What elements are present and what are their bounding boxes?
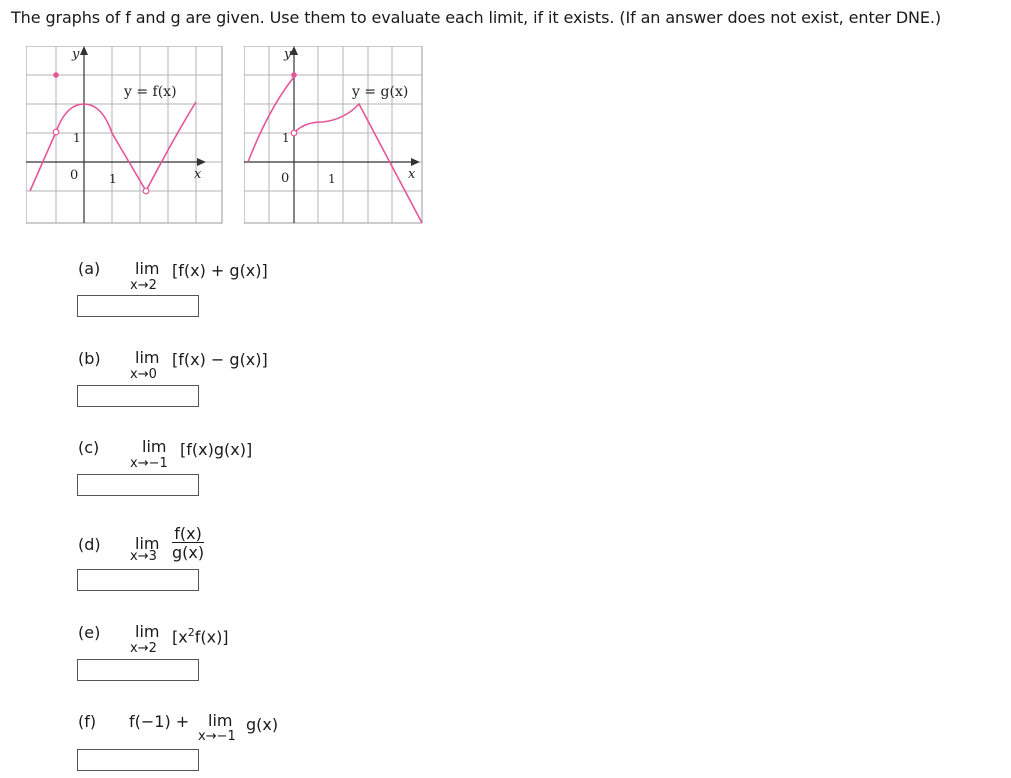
graph-g-tick-x: 1: [328, 172, 336, 186]
fraction-denominator: g(x): [172, 543, 205, 562]
f-open-point: [143, 188, 149, 194]
f-open-point: [53, 129, 59, 135]
graph-f-y-label: y: [72, 47, 80, 62]
graph-g-curve-label: y = g(x): [352, 84, 409, 100]
graph-g-tick-y: 1: [282, 131, 290, 145]
graph-f-x-label: x: [194, 167, 202, 182]
graph-f-curve-label: y = f(x): [124, 84, 177, 100]
g-filled-point: [291, 72, 297, 78]
limit-expression: [f(x) − g(x)]: [172, 350, 268, 369]
answer-input-e[interactable]: [77, 659, 199, 681]
graph-f-origin: 0: [70, 168, 79, 183]
problem-label: (f): [78, 712, 97, 731]
problem-label: (b): [78, 349, 101, 368]
instructions-text: The graphs of f and g are given. Use them to evaluate each limit, if it exists. (If an answer does not exist, enter DNE.): [11, 8, 942, 27]
g-open-point: [291, 130, 297, 136]
lim-operator: lim: [135, 348, 160, 367]
limit-fraction: [172, 525, 204, 562]
lim-operator: lim: [142, 437, 167, 456]
graph-f-tick-x: 1: [109, 172, 117, 186]
graph-f: [26, 46, 226, 226]
fraction-numerator: f(x): [172, 525, 204, 543]
limit-expression: [f(x) + g(x)]: [172, 261, 268, 280]
graph-g-x-label: x: [408, 167, 416, 182]
limit-expression: [f(x)g(x)]: [180, 440, 253, 459]
lim-operator: lim: [135, 534, 160, 553]
answer-input-b[interactable]: [77, 385, 199, 407]
lim-subscript: x→2: [130, 641, 157, 656]
problem-label: (a): [78, 259, 101, 278]
limit-expression: [172, 626, 229, 646]
problem-label: (d): [78, 535, 101, 554]
expr-part: [x: [172, 627, 188, 647]
problem-label: (c): [78, 438, 100, 457]
graph-g-y-label: y: [284, 47, 292, 62]
lim-operator: lim: [135, 259, 160, 278]
lim-operator: lim: [135, 622, 160, 641]
f-value-term: f(−1) +: [129, 712, 190, 731]
lim-subscript: x→0: [130, 367, 157, 382]
f-filled-point: [53, 72, 59, 78]
lim-subscript: x→3: [130, 549, 157, 564]
answer-input-f[interactable]: [77, 749, 199, 771]
graph-g: [244, 46, 426, 226]
answer-input-d[interactable]: [77, 569, 199, 591]
lim-subscript: x→−1: [198, 729, 236, 744]
problem-label: (e): [78, 623, 101, 642]
answer-input-c[interactable]: [77, 474, 199, 496]
graph-f-tick-y: 1: [73, 131, 81, 145]
limit-expression: g(x): [246, 715, 279, 734]
graph-g-origin: 0: [281, 171, 290, 186]
answer-input-a[interactable]: [77, 295, 199, 317]
lim-subscript: x→2: [130, 278, 157, 293]
exponent: 2: [187, 626, 195, 639]
expr-part: f(x)]: [194, 627, 229, 647]
lim-operator: lim: [208, 711, 233, 730]
lim-subscript: x→−1: [130, 456, 168, 471]
